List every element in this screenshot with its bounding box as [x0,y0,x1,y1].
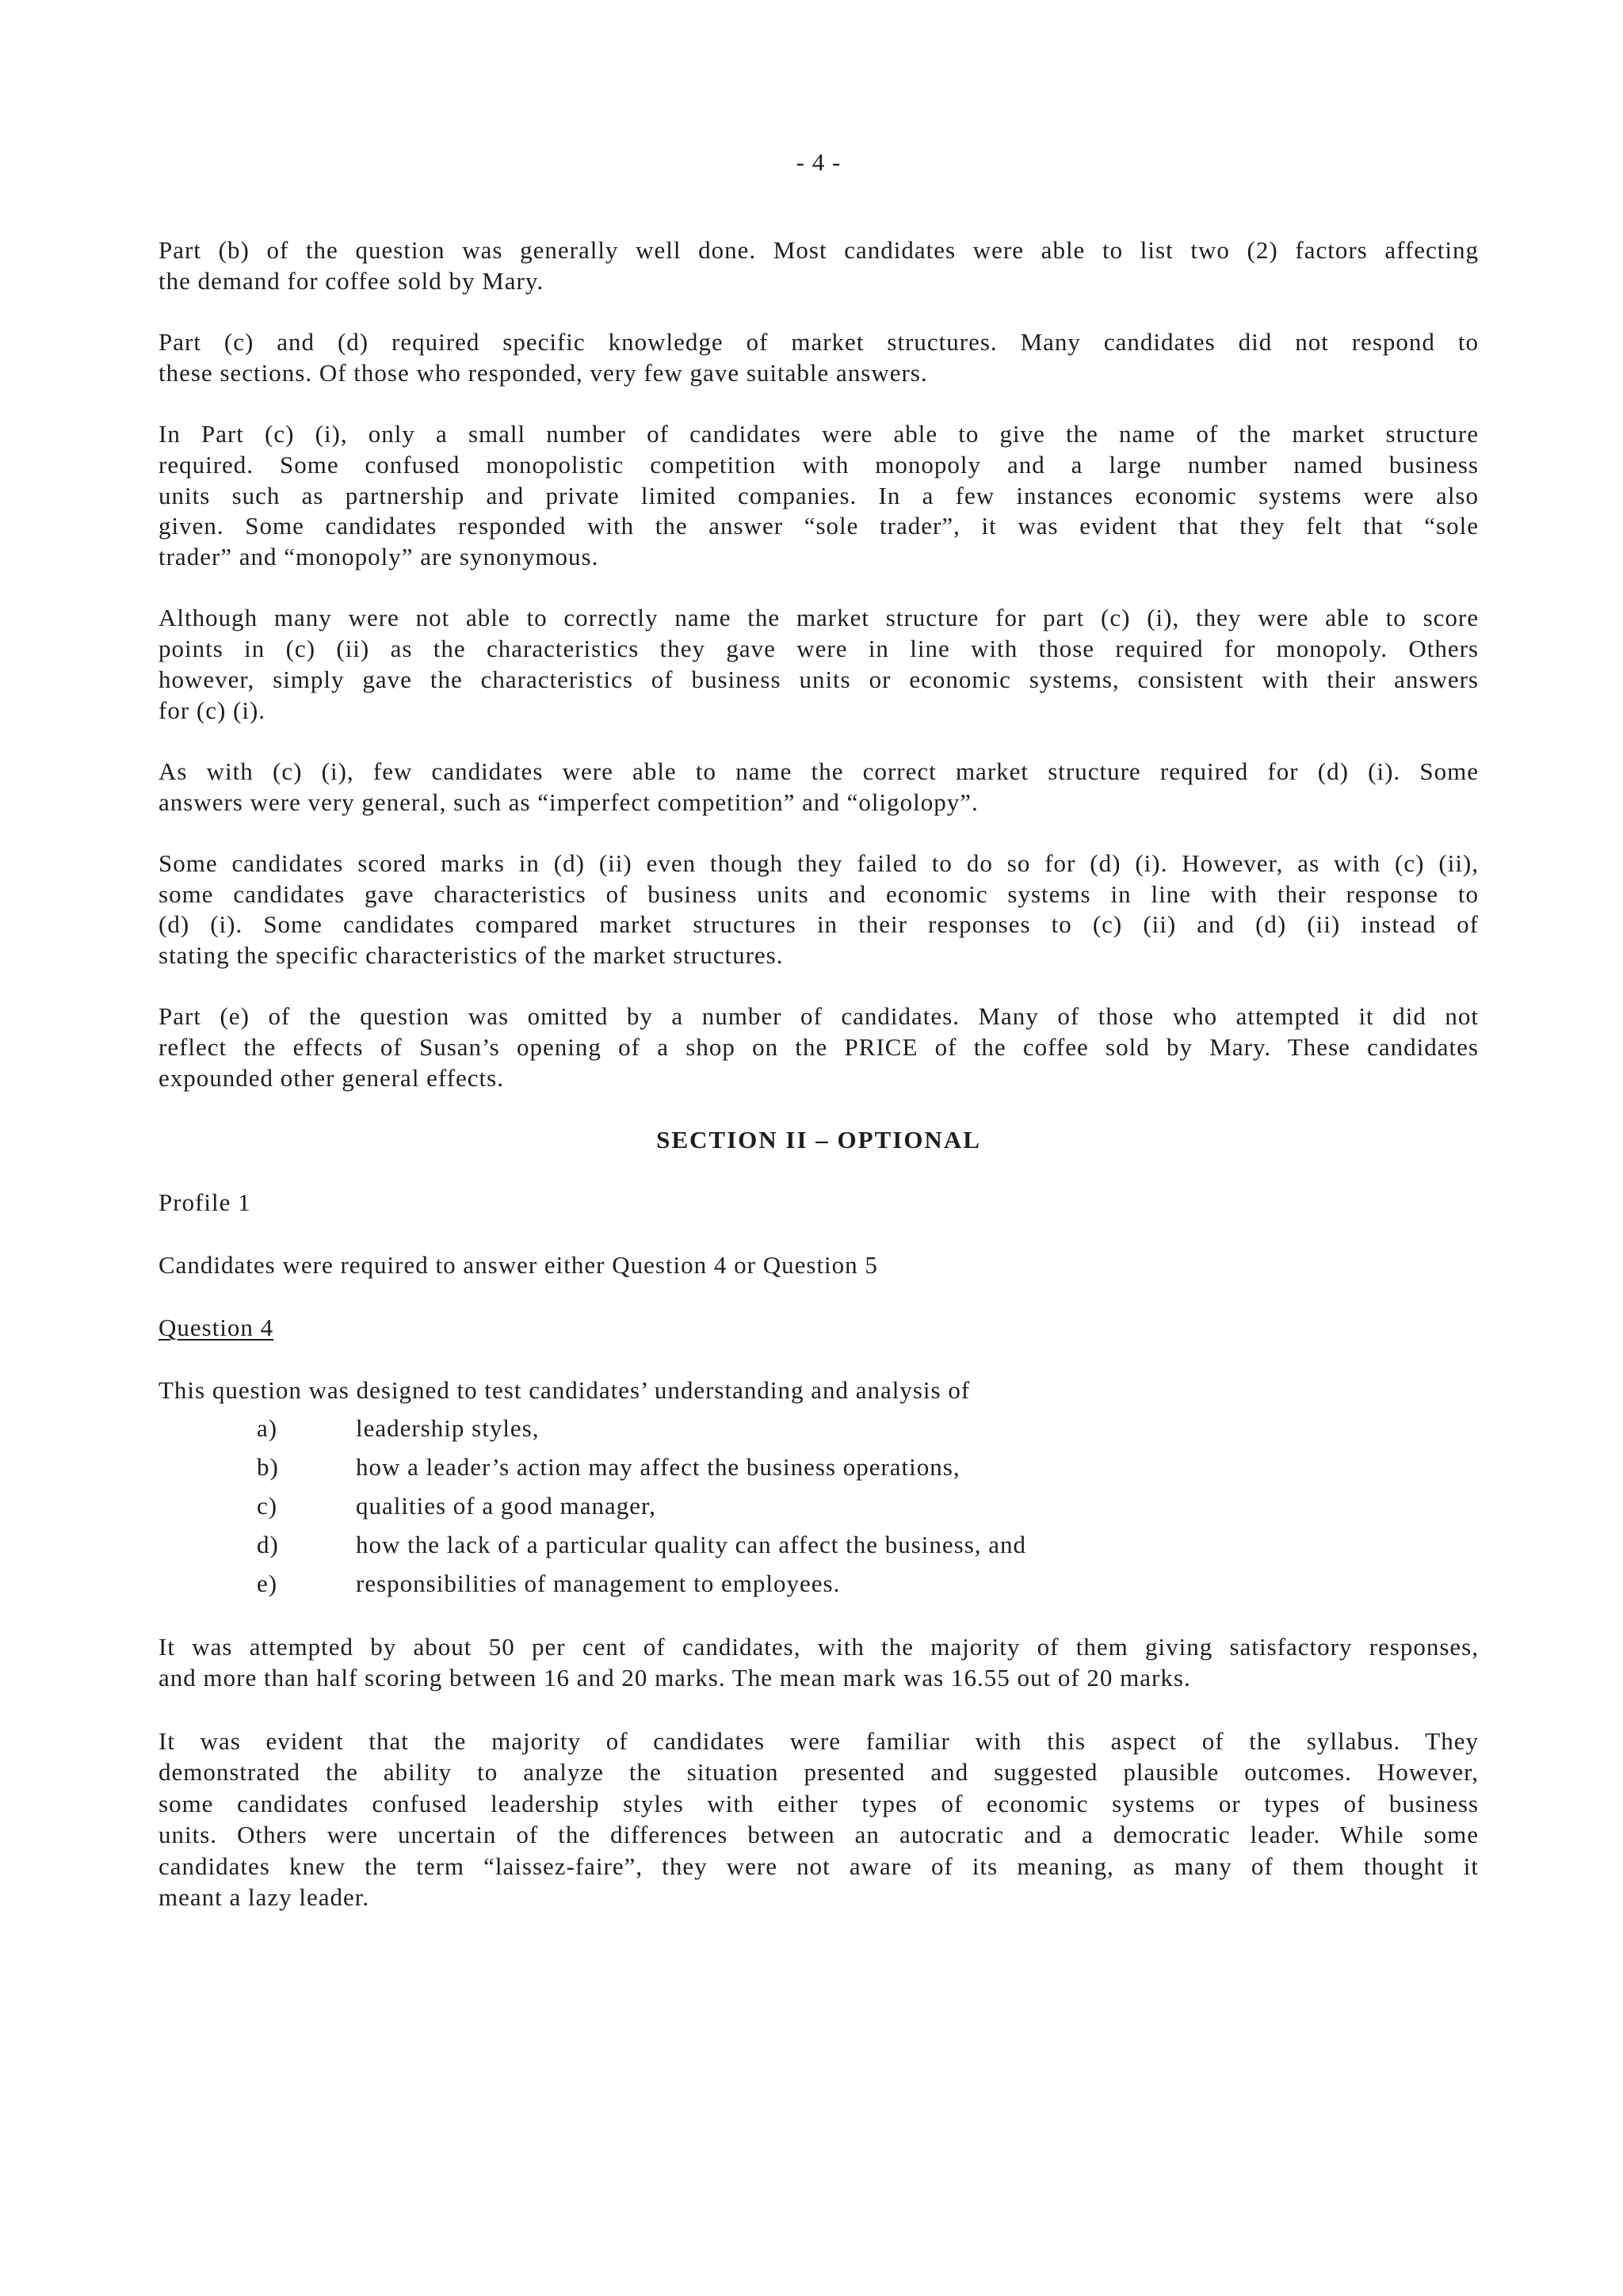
paragraph [158,1726,1479,1913]
paragraph-line: demonstrated the ability to analyze the situation presented and suggested plausible outcomes. However, [158,1758,1479,1787]
question-heading-row [158,1313,1479,1344]
paragraph-line: It was attempted by about 50 per cent of candidates, with the majority of them giving satisfactory responses, [158,1632,1479,1661]
paragraph-line: trader” and “monopoly” are synonymous. [158,543,599,570]
list-item-text: how the lack of a particular quality can affect the business, and [356,1530,1027,1558]
instruction-text: Candidates were required to answer either Question 4 or Question 5 [158,1251,878,1280]
question-heading: Question 4 [158,1314,274,1342]
paragraph-line: It was evident that the majority of candidates were familiar with this aspect of the syllabus. They [158,1726,1479,1755]
paragraph-line: some candidates gave characteristics of business units and economic systems in line with their response to [158,879,1479,908]
paragraph-line: given. Some candidates responded with the answer “sole trader”, it was evident that they felt that “sole [158,512,1479,540]
page-number: - 4 - [796,148,842,176]
paragraph-line: Part (c) and (d) required specific knowledge of market structures. Many candidates did not respond to [158,328,1479,357]
paragraph-line: (d) (i). Some candidates compared market structures in their responses to (c) (ii) and (d) (ii) instead of [158,910,1479,939]
paragraph-line: As with (c) (i), few candidates were able to name the correct market structure required for (d) (i). Some [158,757,1479,785]
list-item-label: c) [257,1491,278,1520]
list-item-text: responsibilities of management to employees. [356,1569,841,1597]
paragraph-line: points in (c) (ii) as the characteristics they gave were in line with those required for monopoly. Others [158,635,1479,663]
question-intro: This question was designed to test candidates’ understanding and analysis of [158,1376,971,1405]
list-item-text: leadership styles, [356,1413,540,1442]
list-item-text: how a leader’s action may affect the business operations, [356,1452,960,1481]
paragraph-line: units such as partnership and private limited companies. In a few instances economic systems were also [158,481,1479,509]
paragraph [158,757,1479,818]
list-item [158,1447,1479,1486]
paragraph-line: Although many were not able to correctly name the market structure for part (c) (i), they were able to score [158,604,1479,632]
section-two-body [158,1631,1479,1913]
paragraph [158,327,1479,388]
section-heading: SECTION II – OPTIONAL [656,1126,981,1154]
paragraph [158,849,1479,971]
paragraph [158,235,1479,296]
profile-label: Profile 1 [158,1188,251,1217]
paragraph-line: Some candidates scored marks in (d) (ii) even though they failed to do so for (d) (i). However, as with (c) (ii), [158,849,1479,877]
paragraph-line: required. Some confused monopolistic competition with monopoly and a large number named business [158,450,1479,479]
paragraph-line: In Part (c) (i), only a small number of candidates were able to give the name of the market structure [158,420,1479,448]
list-item [158,1409,1479,1447]
paragraph-line: reflect the effects of Susan’s opening of a shop on the PRICE of the coffee sold by Mary. These candidates [158,1033,1479,1062]
paragraph-line: Part (b) of the question was generally well done. Most candidates were able to list two (2) factors affecting [158,236,1479,264]
paragraph [158,419,1479,573]
paragraph-line: candidates knew the term “laissez-faire”, they were not aware of its meaning, as many of them thought it [158,1852,1479,1880]
paragraph-line: however, simply gave the characteristics of business units or economic systems, consistent with their answers [158,665,1479,693]
paragraph-line: stating the specific characteristics of the market structures. [158,941,784,970]
paragraph-line: these sections. Of those who responded, very few gave suitable answers. [158,358,928,387]
paragraph-line: units. Others were uncertain of the differences between an autocratic and a democratic leader. While some [158,1821,1479,1849]
list-item [158,1564,1479,1603]
paragraph [158,603,1479,726]
list-item-label: e) [257,1569,278,1597]
objectives-list [158,1409,1479,1603]
paragraph-line: the demand for coffee sold by Mary. [158,266,544,295]
list-item-label: b) [257,1452,279,1481]
paragraph-line: expounded other general effects. [158,1063,504,1092]
paragraph-line: and more than half scoring between 16 and 20 marks. The mean mark was 16.55 out of 20 marks. [158,1664,1191,1692]
paragraph-line: Part (e) of the question was omitted by a number of candidates. Many of those who attempted it did not [158,1002,1479,1031]
paragraph-line: some candidates confused leadership styles with either types of economic systems or types of business [158,1789,1479,1817]
list-item-label: d) [257,1530,279,1558]
paragraph-line: for (c) (i). [158,696,266,724]
list-item-text: qualities of a good manager, [356,1491,656,1520]
paragraph-line: meant a lazy leader. [158,1883,370,1912]
list-item-label: a) [257,1413,278,1442]
list-item [158,1486,1479,1525]
list-item [158,1525,1479,1564]
paragraph [158,1001,1479,1093]
paragraph-line: answers were very general, such as “imperfect competition” and “oligolopy”. [158,788,979,816]
paragraph [158,1631,1479,1694]
page-content [158,235,1479,1945]
